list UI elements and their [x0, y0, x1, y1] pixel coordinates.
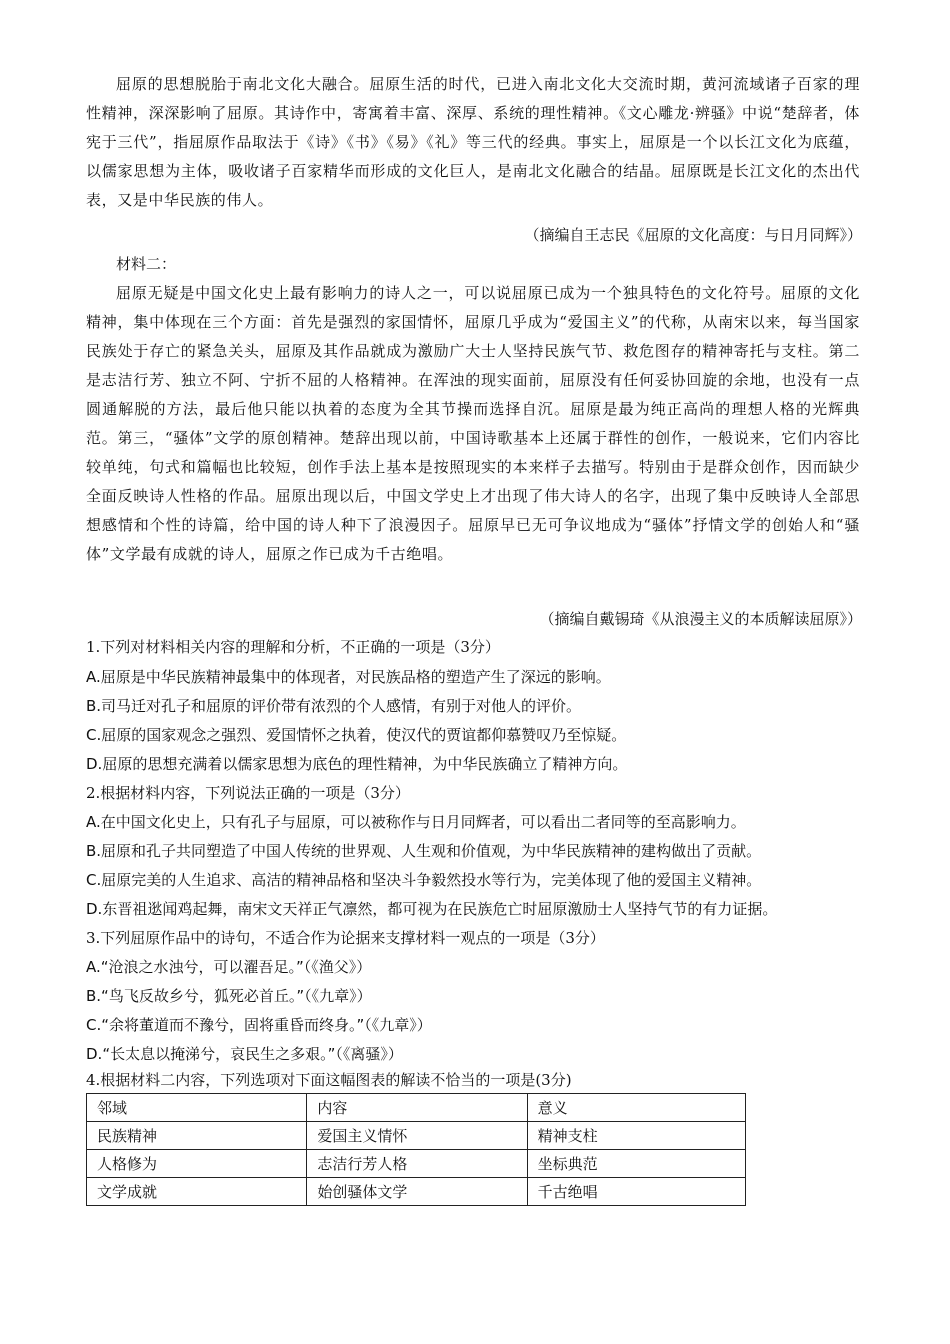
- question-2-stem: 2.根据材料内容，下列说法正确的一项是（3分）: [86, 784, 410, 802]
- material2-heading: 材料二：: [116, 255, 177, 273]
- table-cell: 志洁行芳人格: [307, 1150, 527, 1178]
- material2-source: （摘编自戴锡琦《从浪漫主义的本质解读屈原》）: [539, 610, 862, 628]
- table-cell: 始创骚体文学: [307, 1178, 527, 1206]
- table-cell: 精神支柱: [527, 1122, 745, 1150]
- table-row: [87, 1178, 746, 1206]
- table-row: [87, 1122, 746, 1150]
- question-3-option-a: A.“沧浪之水浊兮，可以濯吾足。”（《渔父》）: [86, 958, 372, 976]
- question-1-stem: 1.下列对材料相关内容的理解和分析，不正确的一项是（3分）: [86, 638, 500, 656]
- question-2-option-a: A.在中国文化史上，只有孔子与屈原，可以被称作与日月同辉者，可以看出二者同等的至高影响力。: [86, 813, 746, 831]
- question-4-stem: 4.根据材料二内容，下列选项对下面这幅图表的解读不恰当的一项是(3分): [86, 1071, 572, 1089]
- question-1-option-c: C.屈原的国家观念之强烈、爱国情怀之执着，使汉代的贾谊都仰慕赞叹乃至惊疑。: [86, 726, 627, 744]
- material2-paragraph: 屈原无疑是中国文化史上最有影响力的诗人之一，可以说屈原已成为一个独具特色的文化符号。屈原的文化精神，集中体现在三个方面：首先是强烈的家国情怀，屈原几乎成为“爱国主义”的代称，从南宋以来，每当国家民族处于存亡的紧急关头，屈原及其作品就成为激励广大士人坚持民族气节、救危图存的精神寄托与支柱。第二是志洁行芳、独立不阿、宁折不屈的人格精神。在浑浊的现实面前，屈原没有任何妥协回旋的余地，也没有一点圆通解脱的方法，最后他只能以执着的态度为全其节操而选择自沉。屈原是最为纯正高尚的理想人格的光辉典范。第三，“骚体”文学的原创精神。楚辞出现以前，中国诗歌基本上还属于群性的创作，一般说来，它们内容比较单纯，句式和篇幅也比较短，创作手法上基本是按照现实的本来样子去描写。特别由于是群众创作，因而缺少全面反映诗人性格的作品。屈原出现以后，中国文学史上才出现了伟大诗人的名字，出现了集中反映诗人全部思想感情和个性的诗篇，给中国的诗人种下了浪漫因子。屈原早已无可争议地成为“骚体”抒情文学的创始人和“骚体”文学最有成就的诗人，屈原之作已成为千古绝唱。: [86, 284, 860, 563]
- table-cell: 文学成就: [87, 1178, 307, 1206]
- question-1-option-a: A.屈原是中华民族精神最集中的体现者，对民族品格的塑造产生了深远的影响。: [86, 668, 611, 686]
- question-3-option-d: D.“长太息以掩涕兮，哀民生之多艰。”（《离骚》）: [86, 1045, 403, 1063]
- interpretation-table: [86, 1093, 746, 1206]
- table-cell: 人格修为: [87, 1150, 307, 1178]
- question-3-option-b: B.“鸟飞反故乡兮，狐死必首丘。”（《九章》）: [86, 987, 372, 1005]
- material1-paragraph: 屈原的思想脱胎于南北文化大融合。屈原生活的时代，已进入南北文化大交流时期，黄河流域诸子百家的理性精神，深深影响了屈原。其诗作中，寄寓着丰富、深厚、系统的理性精神。《文心雕龙·辨骚》中说“楚辞者，体宪于三代”，指屈原作品取法于《诗》《书》《易》《礼》等三代的经典。事实上，屈原是一个以长江文化为底蕴，以儒家思想为主体，吸收诸子百家精华而形成的文化巨人，是南北文化融合的结晶。屈原既是长江文化的杰出代表，又是中华民族的伟人。: [86, 75, 860, 209]
- question-2-option-d: D.东晋祖逖闻鸡起舞，南宋文天祥正气凛然，都可视为在民族危亡时屈原激励士人坚持气节的有力证据。: [86, 900, 778, 918]
- table-header-cell: 内容: [307, 1094, 527, 1122]
- question-2-option-c: C.屈原完美的人生追求、高洁的精神品格和坚决斗争毅然投水等行为，完美体现了他的爱国主义精神。: [86, 871, 762, 889]
- material1-source: （摘编自王志民《屈原的文化高度：与日月同辉》）: [524, 226, 862, 244]
- table-cell: 爱国主义情怀: [307, 1122, 527, 1150]
- question-1-option-d: D.屈原的思想充满着以儒家思想为底色的理性精神，为中华民族确立了精神方向。: [86, 755, 628, 773]
- question-2-option-b: B.屈原和孔子共同塑造了中国人传统的世界观、人生观和价值观，为中华民族精神的建构做出了贡献。: [86, 842, 762, 860]
- table-cell: 坐标典范: [527, 1150, 745, 1178]
- table-row: [87, 1150, 746, 1178]
- table-cell: 民族精神: [87, 1122, 307, 1150]
- question-3-option-c: C.“余将董道而不豫兮，固将重昏而终身。”（《九章》）: [86, 1016, 432, 1034]
- table-cell: 千古绝唱: [527, 1178, 745, 1206]
- table-header-row: [87, 1094, 746, 1122]
- table-header-cell: 邻域: [87, 1094, 307, 1122]
- question-1-option-b: B.司马迁对孔子和屈原的评价带有浓烈的个人感情，有别于对他人的评价。: [86, 697, 582, 715]
- question-3-stem: 3.下列屈原作品中的诗句，不适合作为论据来支撑材料一观点的一项是（3分）: [86, 929, 605, 947]
- table-header-cell: 意义: [527, 1094, 745, 1122]
